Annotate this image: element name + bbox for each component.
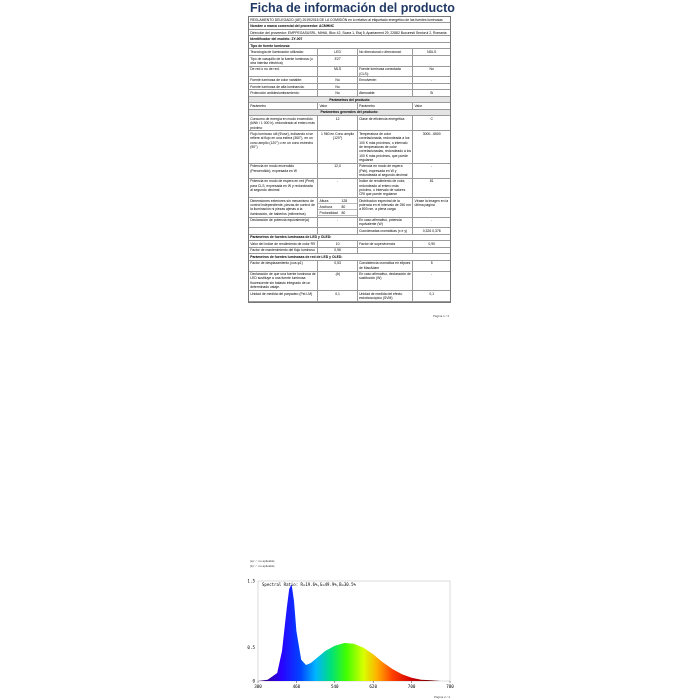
table-row xyxy=(249,179,450,198)
table-row xyxy=(249,291,450,302)
table-cell: Fuente luminosa de color variable: xyxy=(249,77,318,82)
table-cell xyxy=(413,56,450,66)
table-cell: - xyxy=(431,272,433,277)
dimensions-values xyxy=(318,198,358,216)
general-params-rows xyxy=(249,116,450,198)
dimensions-label: Dimensiones exteriores sin mecanismo de control independiente, piezas de control de la iluminación ni piezas ajenas a la iluminación, de haberlos (milímetros) xyxy=(249,198,318,216)
y-tick-label: 0 xyxy=(252,678,255,684)
dimension-cell: Anchura xyxy=(319,204,333,209)
general-params-header: Parámetros generales del producto: xyxy=(249,110,450,115)
x-tick-label: 620 xyxy=(369,684,377,689)
table-cell: En caso afirmativo, potencia equivalente (W) xyxy=(358,218,413,228)
y-tick-label: 1.5 xyxy=(247,578,255,584)
supplier-address: Dirección del proveedor: EMPPEGASUSRL, MIHAI, Bloc 42, Scara 1, Etaj 5, Apartament 29, 22882 Bucuresti Sectorul 2, Romania xyxy=(250,30,447,35)
spectral-chart-svg xyxy=(238,575,458,693)
footnote: (b) '-': no aplicable; xyxy=(250,563,276,568)
table-cell: En caso afirmativo, declaración de sustitución (W) xyxy=(358,272,413,290)
table-cell: Unidad de medida del efecto estroboscópico (SVM) xyxy=(358,291,413,301)
page-number: Página 2 / 4 xyxy=(434,695,451,699)
table-cell: Potencia en modo encendido (Pencendido), expresada en W xyxy=(249,164,318,178)
table-cell: Protección antideslumbramiento: xyxy=(249,90,318,95)
table-row xyxy=(249,261,450,272)
table-cell: Unidad de medida del parpadeo (Pst LM) xyxy=(249,291,318,301)
x-tick-label: 460 xyxy=(292,684,301,689)
supplier-name: Nombre o marca comercial del proveedor: ACMHNC xyxy=(250,24,335,29)
table-cell: 1 960 en Cono amplio (120°) xyxy=(318,131,358,162)
table-cell: Clase de eficiencia energética xyxy=(358,116,413,130)
table-cell: No xyxy=(318,90,358,95)
table-cell: MLS xyxy=(318,67,358,77)
footnotes xyxy=(250,559,275,568)
led-params-header: Parámetros de fuentes luminosas de LED y OLED: xyxy=(250,235,332,240)
led-params-rows xyxy=(249,241,450,254)
table-cell: 12,0 xyxy=(318,164,358,178)
dimension-cell: 80 xyxy=(341,210,346,215)
x-tick-label: 780 xyxy=(446,684,454,689)
table-cell: Valor del índice de rendimiento de color R9 xyxy=(249,241,318,246)
table-cell: - xyxy=(431,164,433,169)
table-cell: 10 xyxy=(318,241,358,246)
table-cell: Consistencia cromática en elipses de MacAdam xyxy=(358,261,413,271)
dimension-cell: Profundidad xyxy=(319,210,338,215)
column-header: Valor xyxy=(414,104,423,108)
footnote: (a) '-': no aplicable; xyxy=(250,559,276,563)
table-cell: Potencia en modo de espera (Psb), expresada en W y redondeada al segundo decimal xyxy=(358,164,413,178)
table-cell: - xyxy=(318,218,358,228)
table-cell: NDLS xyxy=(427,50,437,55)
table-row xyxy=(249,116,450,131)
table-cell: C xyxy=(430,116,433,121)
table-cell: 0,90 xyxy=(428,241,435,246)
table-cell: Factor de mantenimiento del flujo luminoso xyxy=(249,248,318,253)
params-header: Parámetros del producto xyxy=(249,97,450,102)
equivalent-power-rows xyxy=(249,218,450,235)
spectral-chart xyxy=(238,575,458,693)
table-cell: - xyxy=(431,218,433,223)
table-cell: 0,1 xyxy=(429,291,435,296)
table-cell: No direccional o direccional: xyxy=(358,49,413,54)
table-cell xyxy=(358,248,413,253)
table-cell: Temperatura de color correlacionada, redondeada a los 100 K más próximos, o intervalo de temperaturas de color correlacionadas, redondeado a los 100 K más próximos, que puede regularse xyxy=(358,131,413,162)
table-cell: Tecnología de iluminación utilizada: xyxy=(249,49,318,54)
dimension-line xyxy=(318,210,357,216)
table-cell: 3000...6500 xyxy=(422,132,441,137)
table-cell: 81 xyxy=(429,179,434,184)
column-header: Parámetro xyxy=(358,103,413,108)
table-row xyxy=(249,67,450,78)
x-tick-label: 700 xyxy=(407,684,416,689)
column-header: Parámetro xyxy=(249,103,318,108)
table-cell xyxy=(249,228,318,233)
column-header: Valor xyxy=(318,103,358,108)
mains-params-rows xyxy=(249,261,450,302)
table-cell: Declaración de potencia equivalente(a) xyxy=(249,218,318,228)
table-cell: Factor de desplazamiento (cos φ1) xyxy=(249,261,318,271)
table-cell: De red o no de red: xyxy=(249,67,318,77)
table-cell: Factor de supervivencia xyxy=(358,241,413,246)
table-row xyxy=(249,272,450,291)
table-cell: Flujo luminoso útil (Φuse), indicando si se refiere al flujo en una esfera (360°), en un cono amplio (120°) o en un cono estrecho (90°) xyxy=(249,131,318,162)
table-cell: Tipo de casquillo de la fuente luminosa (u otra interfaz eléctrica) xyxy=(249,56,318,66)
table-row xyxy=(249,164,450,179)
table-cell: Declaración de que una fuente luminosa de LED sustituye a una fuente luminosa fluorescente sin balasto integrado de un determinado vataje. xyxy=(249,272,318,290)
table-cell: 0,326 0,378 xyxy=(422,228,441,233)
table-cell: 5 xyxy=(430,261,433,266)
dimension-cell: Altura xyxy=(319,198,329,203)
page-number: Página 1 / 4 xyxy=(433,314,450,318)
chart-title: Spectral Ratio: R=19.6%,G=49.9%,B=30.5% xyxy=(262,582,356,587)
table-cell: No xyxy=(318,77,358,82)
source-type-rows xyxy=(249,49,450,97)
table-cell: Índice de rendimiento de color, redondeado al entero más próximo, o intervalo de valores CRI que puede regularse xyxy=(358,179,413,197)
dimensions-row xyxy=(249,198,450,217)
info-table xyxy=(248,16,451,303)
table-cell xyxy=(413,248,450,253)
table-cell: 12 xyxy=(318,116,358,130)
table-row xyxy=(249,131,450,163)
table-cell: Fuente luminosa de alta luminancia: xyxy=(249,84,318,89)
table-cell: E27 xyxy=(318,56,358,66)
table-cell xyxy=(358,56,413,66)
page-title: Ficha de información del producto xyxy=(250,1,455,15)
table-cell: Potencia en modo de espera en red (Pnet) para CLS, expresada en W y redondeada al segundo decimal xyxy=(249,179,318,197)
table-cell: Fuente luminosa conectada (CLS): xyxy=(358,67,413,77)
regulation-text: REGLAMENTO DELEGADO (UE) 2019/2015 DE LA COMISIÓN en lo relativo al etiquetado energético de las fuentes luminosas xyxy=(250,17,443,22)
dimension-cell: 128 xyxy=(341,198,348,203)
model-identifier: Identificador del modelo: ZY-007 xyxy=(250,37,303,42)
dimension-cell: 80 xyxy=(341,204,346,209)
product-information-sheet xyxy=(248,0,455,303)
table-cell: Sí xyxy=(430,91,434,96)
table-cell: 0,96 xyxy=(318,248,358,253)
table-cell: - xyxy=(431,78,433,83)
table-cell: Envolvente: xyxy=(358,77,413,82)
table-cell: LED xyxy=(318,49,358,54)
table-cell: 0,53 xyxy=(318,261,358,271)
table-cell: Coordenadas cromáticas (x e y) xyxy=(358,228,413,233)
table-cell xyxy=(358,84,413,89)
table-row xyxy=(249,218,450,229)
table-cell: No xyxy=(429,67,434,72)
source-type-header: Tipo de fuente luminosa: xyxy=(250,43,291,48)
table-cell xyxy=(318,228,358,233)
x-tick-label: 540 xyxy=(331,684,339,689)
table-cell: No xyxy=(318,84,358,89)
mains-params-header: Parámetros de fuentes luminosas de red de LED y OLED: xyxy=(250,254,343,259)
x-tick-label: 380 xyxy=(254,684,262,689)
table-cell: 0,1 xyxy=(318,291,358,301)
spectral-distribution-label: Distribución espectral de la potencia en el intervalo de 250 nm a 800 nm, a plena carga xyxy=(358,198,413,216)
table-cell: - xyxy=(318,179,358,197)
spectral-distribution-value: Véase la imagen en la última página xyxy=(414,198,449,208)
table-cell xyxy=(413,84,450,89)
table-cell: -(b) xyxy=(318,272,358,290)
y-tick-label: 0.5 xyxy=(247,645,255,651)
table-cell: Consumo de energía en modo encendido (kWh / 1 000 h), redondeado al entero más próximo xyxy=(249,116,318,130)
table-cell: Atenuable: xyxy=(358,90,413,95)
table-row xyxy=(249,56,450,67)
